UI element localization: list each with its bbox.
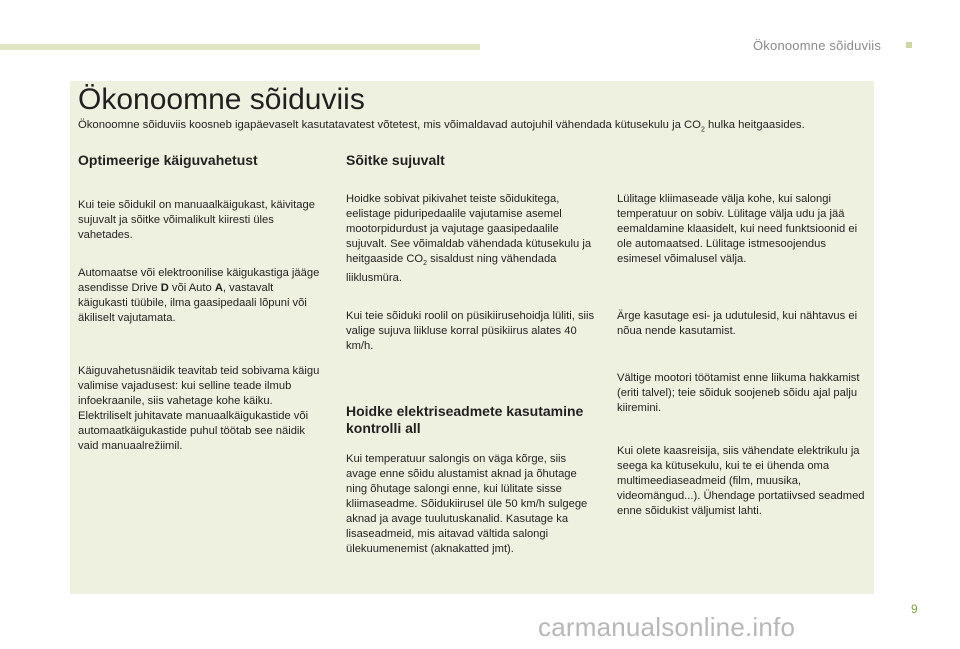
paragraph-engine-idling: Vältige mootori töötamist enne liikuma hakkamist (eriti talvel); teie sõiduk soojeneb sõidu ajal palju kiiremini.	[617, 372, 860, 414]
heading-electrical-equipment: Hoidke elektriseadmete kasutamine kontrolli all	[346, 403, 584, 436]
paragraph-air-conditioning: Lülitage kliimaseade välja kohe, kui salongi temperatuur on sobiv. Lülitage välja udu ja jää eemaldamine klaasidelt, kui need funktsioonid ei ole automaatsed. Lülitage istmesoojendus esimesel võimalusel välja.	[617, 193, 858, 265]
running-header: Ökonoomne sõiduviis	[753, 38, 882, 53]
header-accent-bar	[0, 44, 480, 50]
header-square-marker	[906, 42, 912, 48]
heading-optimize-gears: Optimeerige käiguvahetust	[78, 152, 258, 168]
paragraph-passenger-devices: Kui olete kaasreisija, siis vähendate elektrikulu ja seega ka kütusekulu, kui te ei ühenda oma multimeediaseadmeid (film, muusika, videomängud...). Ühendage portatiivsed seadmed enne sõidukist väljumist lahti.	[617, 445, 865, 517]
intro-text: Ökonoomne sõiduviis koosneb igapäevaselt kasutatavatest võtetest, mis võimaldavad autojuhil vähendada kütusekulu ja $CO_2$ hulka heitgaasides.	[78, 119, 805, 134]
paragraph-fog-lights: Ärge kasutage esi- ja udutulesid, kui nähtavus ei nõua nende kasutamist.	[617, 310, 858, 337]
paragraph-gear-indicator: Käiguvahetusnäidik teavitab teid sobivama käigu valimise vajadusest: kui selline teade ilmub infoekraanile, siis vahetage kohe käiku. Elektriliselt juhitavate manuaalkäigukastide või automaatkäigukastide puhul töötab see näidik vaid manuaalrežiimil.	[78, 365, 320, 452]
paragraph-cruise-control: Kui teie sõiduki roolil on püsikiirusehoidja lüliti, siis valige sujuva liikluse korral püsikiirus alates 40 km/h.	[346, 310, 595, 352]
paragraph-manual-gearbox: Kui teie sõidukil on manuaalkäigukast, käivitage sujuvalt ja sõitke võimalikult kiiresti üles vahetades.	[78, 199, 315, 241]
page-number: 9	[911, 602, 918, 616]
paragraph-automatic-gearbox: Automaatse või elektroonilise käigukastiga jääge asendisse Drive D või Auto A, vastavalt käigukasti tüübile, ilma gaasipedaali lõpuni või äkiliselt vajutamata.	[78, 267, 320, 324]
paragraph-distance-braking: Hoidke sobivat pikivahet teiste sõidukitega, eelistage piduripedaalile vajutamise asemel mootorpidurdust ja vajutage gaasipedaalile sujuvalt. See võimaldab vähendada kütusekulu ja heitgaaside $CO_2$ sisaldust ning vähendada liiklusmüra.	[346, 193, 592, 285]
watermark: carmanualsonline.info	[538, 612, 796, 642]
heading-drive-smoothly: Sõitke sujuvalt	[346, 152, 445, 168]
page-title: Ökonoomne sõiduviis	[78, 83, 365, 116]
paragraph-ventilation: Kui temperatuur salongis on väga kõrge, siis avage enne sõidu alustamist aknad ja õhutage ning õhutage salongi enne, kui lülitate sisse kliimaseadme. Sõidukiirusel üle 50 km/h sulgege aknad ja avage tuulutuskanalid. Kasutage ka lisaseadmeid, mis aitavad vältida salongi ülekuumenemist (aknakatted jmt).	[346, 453, 588, 555]
